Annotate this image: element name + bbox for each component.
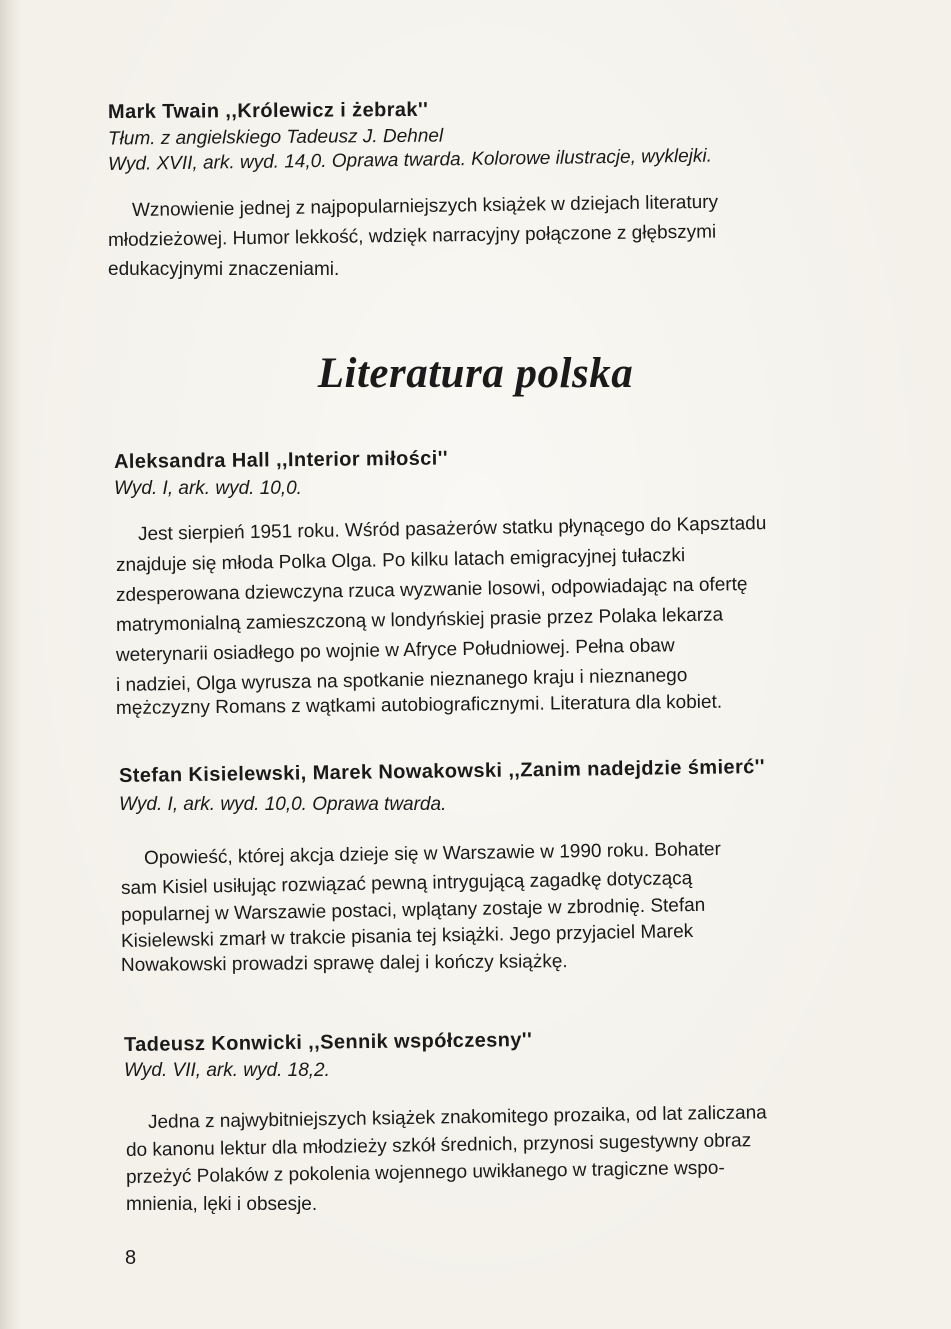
entry-meta-line: Wyd. I, ark. wyd. 10,0. (114, 478, 302, 499)
entry-body-line: młodzieżowej. Humor lekkość, wdzięk narracyjny połączone z głębszymi (107, 221, 717, 251)
page-number: 8 (125, 1247, 137, 1269)
entry-body-line: weterynarii osiadłego po wojnie w Afryce Południowej. Pełna obaw (115, 635, 675, 666)
entry-body-line: mężczyzny Romans z wątkami autobiograficznymi. Literatura dla kobiet. (115, 691, 723, 719)
page-edge-shadow (0, 0, 22, 1329)
entry-body-line: i nadziei, Olga wyrusza na spotkanie nieznanego kraju i nieznanego (115, 665, 688, 696)
entry-body-line: Jest sierpień 1951 roku. Wśród pasażerów statku płynącego do Kapsztadu (137, 513, 767, 545)
entry-body-line: matrymonialną zamieszczoną w londyńskiej prasie przez Polaka lekarza (115, 604, 724, 636)
entry-body-line: mnienia, lęki i obsesje. (126, 1194, 318, 1215)
entry-meta-line: Wyd. VII, ark. wyd. 18,2. (124, 1060, 330, 1081)
entry-heading: Stefan Kisielewski, Marek Nowakowski ,,Zanim nadejdzie śmierć'' (118, 755, 766, 787)
entry-meta-line: Tłum. z angielskiego Tadeusz J. Dehnel (107, 125, 444, 150)
entry-heading: Aleksandra Hall ,,Interior miłości'' (113, 447, 449, 473)
entry-meta-line: Wyd. XVII, ark. wyd. 14,0. Oprawa twarda. Kolorowe ilustracje, wyklejki. (107, 145, 713, 175)
entry-body-line: Nowakowski prowadzi sprawę dalej i kończy książkę. (120, 951, 568, 976)
entry-body-line: popularnej w Warszawie postaci, wplątany zostaje w zbrodnię. Stefan (120, 894, 706, 926)
entry-body-line: Kisielewski zmarł w trakcie pisania tej książki. Jego przyjaciel Marek (120, 921, 694, 952)
entry-body-line: edukacyjnymi znaczeniami. (108, 259, 340, 280)
entry-body-line: Jedna z najwybitniejszych książek znakomitego prozaika, od lat zaliczana (147, 1102, 767, 1133)
entry-body-line: Opowieść, której akcja dzieje się w Warszawie w 1990 roku. Bohater (143, 838, 722, 869)
entry-heading: Tadeusz Konwicki ,,Sennik współczesny'' (123, 1029, 533, 1056)
entry-body-line: Wznowienie jednej z najpopularniejszych książek w dziejach literatury (131, 191, 719, 221)
entry-body-line: sam Kisiel usiłując rozwiązać pewną intrygującą zagadkę dotyczącą (120, 868, 693, 899)
entry-body-line: do kanonu lektur dla młodzieży szkół średnich, przynosi sugestywny obraz (125, 1130, 752, 1161)
entry-heading: Mark Twain ,,Królewicz i żebrak'' (107, 98, 429, 124)
entry-meta-line: Wyd. I, ark. wyd. 10,0. Oprawa twarda. (119, 794, 447, 815)
section-title: Literatura polska (317, 350, 634, 397)
entry-body-line: przeżyć Polaków z pokolenia wojennego uwikłanego w tragiczne wspo- (125, 1157, 725, 1188)
entry-body-line: znajduje się młoda Polka Olga. Po kilku latach emigracyjnej tułaczki (115, 545, 686, 576)
entry-body-line: zdesperowana dziewczyna rzuca wyzwanie losowi, odpowiadając na ofertę (115, 573, 748, 606)
